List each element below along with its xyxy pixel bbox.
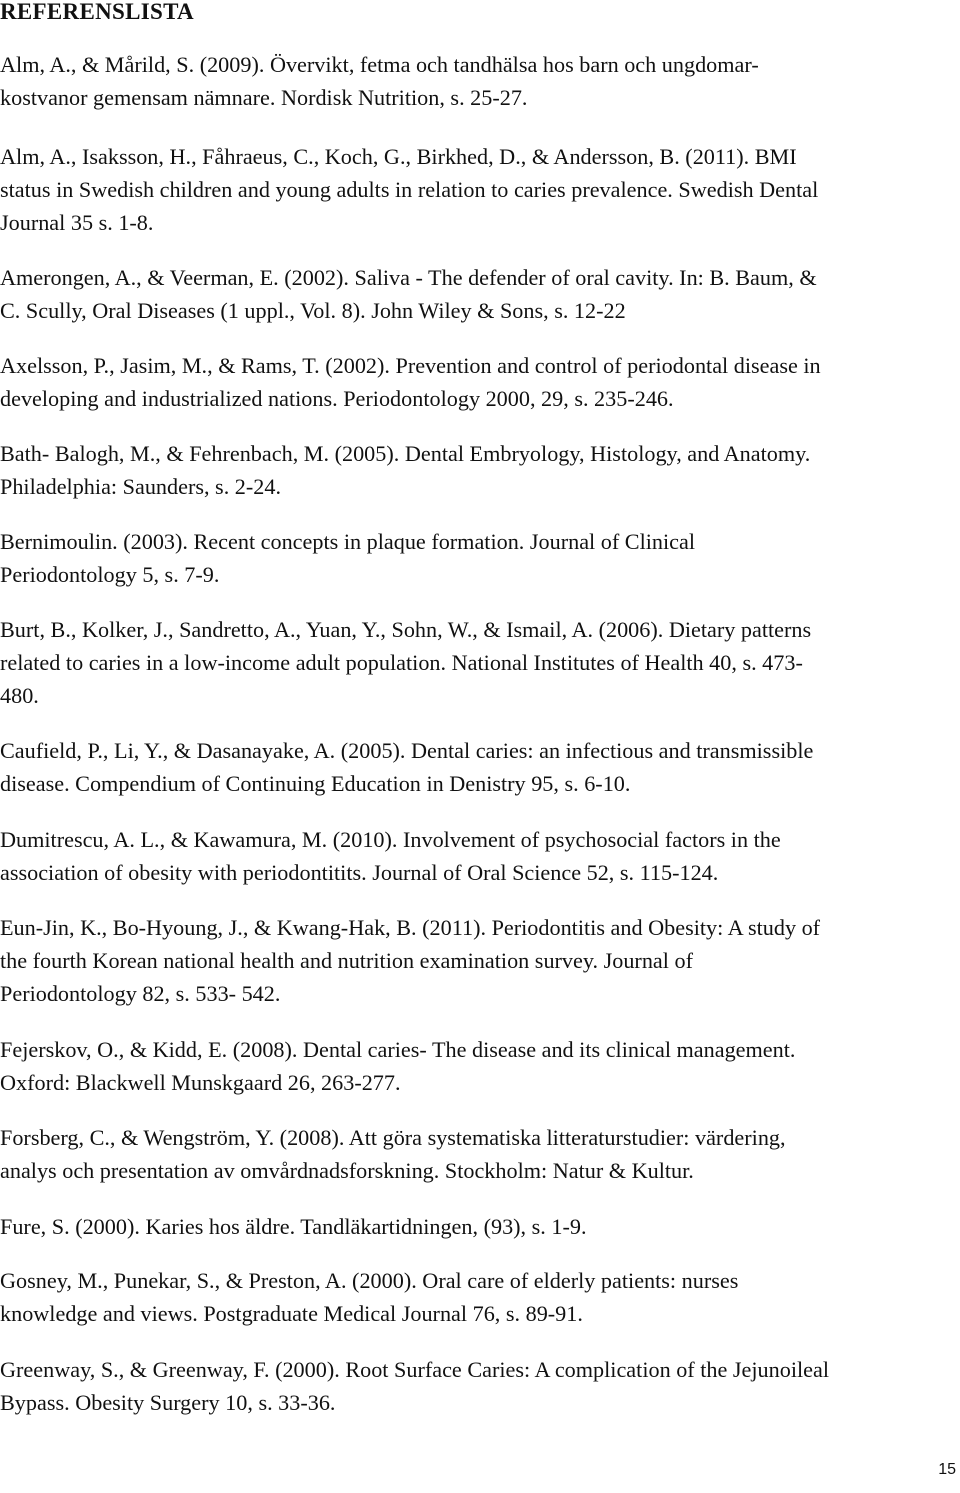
- reference-line: Alm, A., & Mårild, S. (2009). Övervikt, fetma och tandhälsa hos barn och ungdomar-: [0, 52, 759, 77]
- reference-line: status in Swedish children and young adults in relation to caries prevalence. Swedish Dental: [0, 177, 819, 202]
- reference-line: knowledge and views. Postgraduate Medical Journal 76, s. 89-91.: [0, 1301, 583, 1326]
- reference-line: 480.: [0, 683, 39, 708]
- reference-line: association of obesity with periodontitits. Journal of Oral Science 52, s. 115-124.: [0, 860, 719, 885]
- reference-item: [0, 1353, 952, 1419]
- reference-line: disease. Compendium of Continuing Education in Denistry 95, s. 6-10.: [0, 771, 631, 796]
- reference-line: Philadelphia: Saunders, s. 2-24.: [0, 474, 282, 499]
- reference-line: Fure, S. (2000). Karies hos äldre. Tandläkartidningen, (93), s. 1-9.: [0, 1214, 587, 1239]
- reference-line: C. Scully, Oral Diseases (1 uppl., Vol. 8). John Wiley & Sons, s. 12-22: [0, 298, 626, 323]
- reference-line: Alm, A., Isaksson, H., Fåhraeus, C., Koch, G., Birkhed, D., & Andersson, B. (2011). BMI: [0, 144, 797, 169]
- reference-line: Caufield, P., Li, Y., & Dasanayake, A. (2005). Dental caries: an infectious and transmissible: [0, 738, 814, 763]
- reference-line: Periodontology 5, s. 7-9.: [0, 562, 220, 587]
- reference-line: Oxford: Blackwell Munskgaard 26, 263-277.: [0, 1070, 401, 1095]
- reference-item: [0, 1121, 952, 1187]
- reference-line: developing and industrialized nations. Periodontology 2000, 29, s. 235-246.: [0, 386, 674, 411]
- reference-item: [0, 437, 952, 503]
- page-title: REFERENSLISTA: [0, 0, 194, 24]
- reference-item: [0, 48, 952, 114]
- reference-line: Forsberg, C., & Wengström, Y. (2008). Att göra systematiska litteraturstudier: värdering,: [0, 1125, 786, 1150]
- page-number: 15: [938, 1461, 956, 1478]
- reference-item: [0, 734, 952, 800]
- reference-line: related to caries in a low-income adult population. National Institutes of Health 40, s. 473-: [0, 650, 803, 675]
- reference-item: [0, 140, 952, 239]
- reference-item: [0, 525, 952, 591]
- reference-line: Bernimoulin. (2003). Recent concepts in plaque formation. Journal of Clinical: [0, 529, 696, 554]
- reference-line: Amerongen, A., & Veerman, E. (2002). Saliva - The defender of oral cavity. In: B. Baum, &: [0, 265, 817, 290]
- reference-line: Axelsson, P., Jasim, M., & Rams, T. (2002). Prevention and control of periodontal disease in: [0, 353, 821, 378]
- reference-line: Gosney, M., Punekar, S., & Preston, A. (2000). Oral care of elderly patients: nurses: [0, 1268, 739, 1293]
- reference-item: [0, 613, 952, 712]
- reference-item: [0, 1264, 952, 1330]
- reference-line: analys och presentation av omvårdnadsforskning. Stockholm: Natur & Kultur.: [0, 1158, 694, 1183]
- reference-line: Bath- Balogh, M., & Fehrenbach, M. (2005). Dental Embryology, Histology, and Anatomy.: [0, 441, 811, 466]
- reference-item: [0, 823, 952, 889]
- reference-line: Bypass. Obesity Surgery 10, s. 33-36.: [0, 1390, 336, 1415]
- reference-item: [0, 1210, 952, 1243]
- reference-line: Dumitrescu, A. L., & Kawamura, M. (2010). Involvement of psychosocial factors in the: [0, 827, 781, 852]
- reference-line: Burt, B., Kolker, J., Sandretto, A., Yuan, Y., Sohn, W., & Ismail, A. (2006). Dietary patterns: [0, 617, 812, 642]
- reference-item: [0, 349, 952, 415]
- reference-line: Greenway, S., & Greenway, F. (2000). Root Surface Caries: A complication of the Jejunoileal: [0, 1357, 830, 1382]
- reference-line: Eun-Jin, K., Bo-Hyoung, J., & Kwang-Hak, B. (2011). Periodontitis and Obesity: A study of: [0, 915, 821, 940]
- reference-item: [0, 1033, 952, 1099]
- reference-line: Periodontology 82, s. 533- 542.: [0, 981, 281, 1006]
- reference-line: Fejerskov, O., & Kidd, E. (2008). Dental caries- The disease and its clinical management.: [0, 1037, 796, 1062]
- reference-item: [0, 911, 952, 1010]
- reference-line: the fourth Korean national health and nutrition examination survey. Journal of: [0, 948, 693, 973]
- reference-item: [0, 261, 952, 327]
- reference-line: Journal 35 s. 1-8.: [0, 210, 154, 235]
- reference-line: kostvanor gemensam nämnare. Nordisk Nutrition, s. 25-27.: [0, 85, 528, 110]
